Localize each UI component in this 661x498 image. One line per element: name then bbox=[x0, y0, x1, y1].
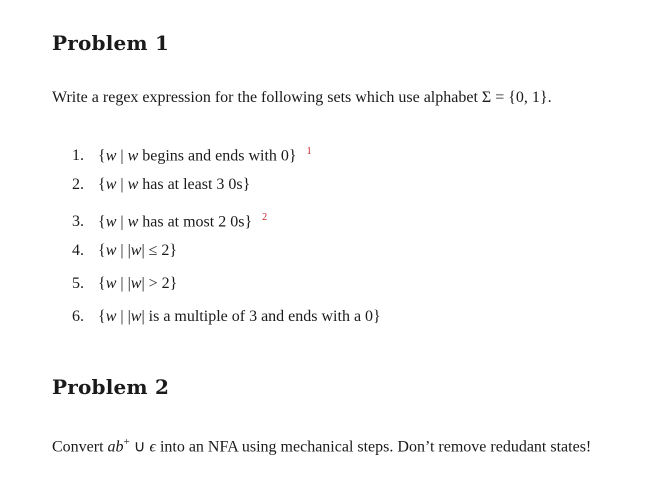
list-item bbox=[72, 174, 381, 207]
list-item bbox=[72, 273, 381, 306]
set-separator: | bbox=[116, 176, 128, 193]
problem-2-text bbox=[52, 431, 642, 458]
set-variable-2: w bbox=[127, 176, 139, 193]
set-condition: | is a multiple of 3 and ends with a 0} bbox=[141, 308, 381, 325]
list-item bbox=[72, 141, 381, 174]
item-number: 2. bbox=[72, 176, 84, 193]
set-open-brace: { bbox=[98, 147, 106, 165]
set-separator: | | bbox=[116, 275, 131, 292]
item-number: 1. bbox=[72, 147, 84, 165]
set-separator: | | bbox=[116, 242, 131, 259]
set-variable-2: w bbox=[130, 308, 142, 325]
set-condition: begins and ends with 0} bbox=[138, 147, 297, 165]
set-variable-2: w bbox=[127, 213, 139, 231]
item-number: 6. bbox=[72, 308, 84, 325]
item-number: 3. bbox=[72, 213, 84, 231]
set-open-brace: { bbox=[98, 275, 106, 292]
set-variable: w bbox=[105, 308, 117, 325]
item-number: 5. bbox=[72, 275, 84, 292]
problem-2-heading: Problem 2 bbox=[52, 375, 170, 399]
footnote-marker[interactable]: 1 bbox=[306, 146, 312, 157]
set-variable: w bbox=[105, 275, 117, 292]
regex-union: ∪ bbox=[129, 438, 150, 456]
set-separator: | | bbox=[116, 308, 131, 325]
problem-1-intro: Write a regex expression for the following sets which use alphabet Σ = {0, 1}. bbox=[52, 89, 552, 106]
set-open-brace: { bbox=[98, 242, 106, 259]
list-item bbox=[72, 240, 381, 273]
set-variable: w bbox=[105, 213, 117, 231]
set-open-brace: { bbox=[98, 176, 106, 193]
set-variable: w bbox=[105, 242, 117, 259]
problem-1-heading: Problem 1 bbox=[52, 31, 170, 55]
regex-plus: + bbox=[123, 436, 130, 448]
set-open-brace: { bbox=[98, 308, 106, 325]
problem-2-text-before: Convert bbox=[52, 438, 108, 456]
list-item bbox=[72, 306, 381, 339]
set-condition: has at least 3 0s} bbox=[138, 176, 251, 193]
set-separator: | bbox=[116, 147, 128, 165]
regex-epsilon: ϵ bbox=[149, 438, 156, 456]
set-condition: | ≤ 2} bbox=[141, 242, 178, 259]
set-condition: | > 2} bbox=[141, 275, 178, 292]
set-separator: | bbox=[116, 213, 128, 231]
regex-expression: ab bbox=[107, 438, 124, 456]
footnote-marker[interactable]: 2 bbox=[262, 212, 268, 223]
set-open-brace: { bbox=[98, 213, 106, 231]
problem-1-list bbox=[72, 141, 381, 339]
set-variable: w bbox=[105, 147, 117, 165]
item-number: 4. bbox=[72, 242, 84, 259]
list-item bbox=[72, 207, 381, 240]
set-variable-2: w bbox=[130, 275, 142, 292]
set-condition: has at most 2 0s} bbox=[138, 213, 253, 231]
problem-2-text-after: into an NFA using mechanical steps. Don’t remove redudant states! bbox=[155, 438, 592, 456]
set-variable: w bbox=[105, 176, 117, 193]
set-variable-2: w bbox=[127, 147, 139, 165]
set-variable-2: w bbox=[130, 242, 142, 259]
